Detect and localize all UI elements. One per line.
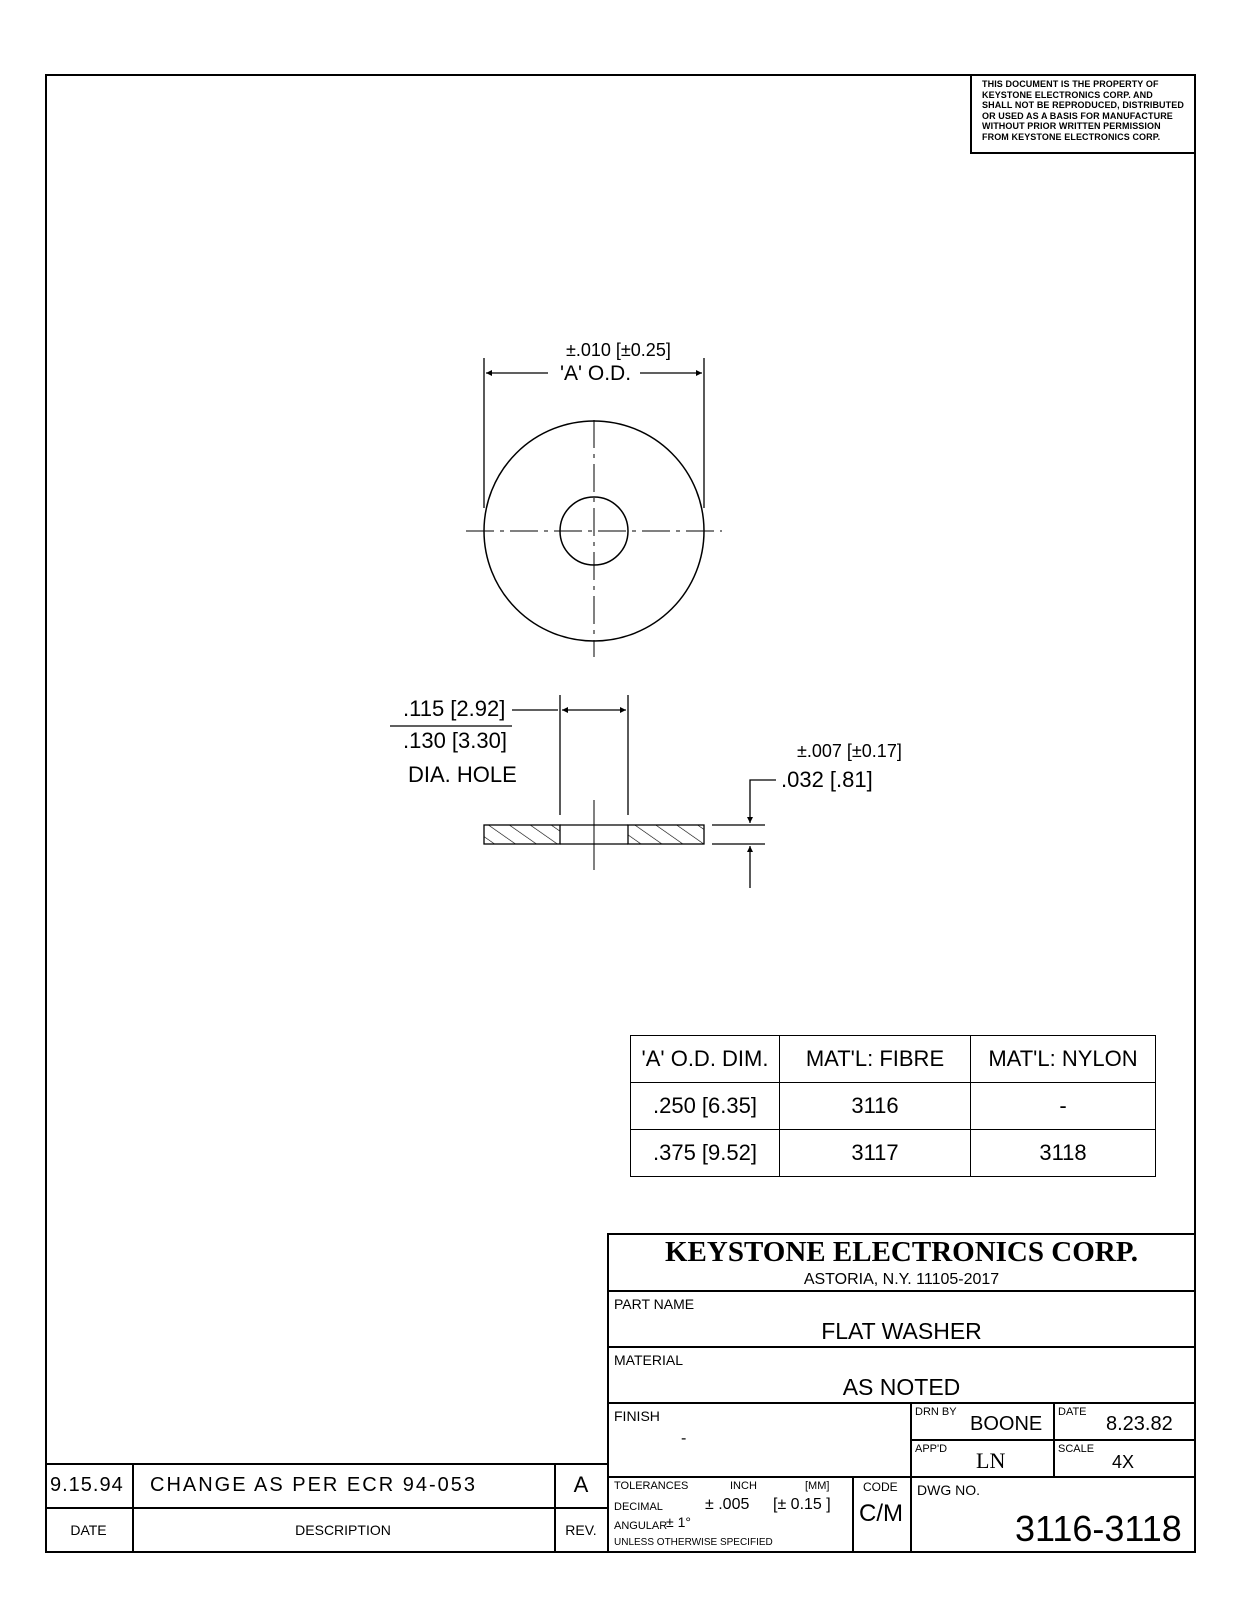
header-od-dim: 'A' O.D. DIM. bbox=[631, 1036, 780, 1083]
revision-rev-label: REV. bbox=[565, 1522, 597, 1538]
drn-by-label: DRN BY bbox=[915, 1406, 957, 1418]
part-name-label: PART NAME bbox=[614, 1296, 695, 1312]
tolerances-label: TOLERANCES bbox=[614, 1480, 689, 1492]
notice-line: THIS DOCUMENT IS THE PROPERTY OF bbox=[982, 79, 1159, 89]
thickness-tolerance-text: ±.007 [±0.17] bbox=[797, 741, 902, 761]
header-fibre: MAT'L: FIBRE bbox=[780, 1036, 971, 1083]
decimal-label: DECIMAL bbox=[614, 1501, 663, 1513]
section-view bbox=[390, 695, 776, 888]
table-cell: 3116 bbox=[780, 1083, 971, 1130]
table-row bbox=[631, 1130, 1156, 1177]
revision-date-label: DATE bbox=[70, 1522, 107, 1538]
scale-value: 4X bbox=[1112, 1452, 1135, 1472]
notice-line: FROM KEYSTONE ELECTRONICS CORP. bbox=[982, 131, 1161, 142]
inch-label: INCH bbox=[730, 1480, 757, 1492]
drn-by-value: BOONE bbox=[970, 1413, 1043, 1435]
section-left-hatch bbox=[484, 825, 560, 844]
tb-divider bbox=[1053, 1402, 1055, 1476]
decimal-mm: [± 0.15 ] bbox=[773, 1496, 831, 1513]
hole-max-text: .130 [3.30] bbox=[403, 728, 507, 753]
od-tolerance-text: ±.010 [±0.25] bbox=[566, 340, 671, 360]
table-cell: - bbox=[971, 1083, 1156, 1130]
appd-value: LN bbox=[976, 1448, 1006, 1473]
table-header-row bbox=[631, 1036, 1156, 1083]
date-label: DATE bbox=[1058, 1406, 1087, 1418]
tb-divider bbox=[910, 1402, 912, 1553]
rev-top-line bbox=[45, 1463, 607, 1465]
rev-mid-line bbox=[45, 1507, 607, 1509]
parts-table bbox=[630, 1035, 1156, 1177]
company-address: ASTORIA, N.Y. 11105-2017 bbox=[803, 1271, 1000, 1288]
mm-label: [MM] bbox=[805, 1480, 830, 1492]
top-view bbox=[466, 358, 722, 657]
tb-divider bbox=[607, 1476, 1196, 1478]
code-label: CODE bbox=[863, 1480, 898, 1494]
tb-divider bbox=[607, 1402, 1196, 1404]
finish-label: FINISH bbox=[614, 1408, 660, 1424]
notice-line: SHALL NOT BE REPRODUCED, DISTRIBUTED bbox=[982, 100, 1184, 110]
material-label: MATERIAL bbox=[614, 1352, 683, 1368]
table-cell: .250 [6.35] bbox=[631, 1083, 780, 1130]
thickness-text: .032 [.81] bbox=[781, 767, 873, 792]
revision-description: CHANGE AS PER ECR 94-053 bbox=[150, 1474, 477, 1496]
code-value: C/M bbox=[859, 1500, 903, 1527]
revision-letter: A bbox=[573, 1472, 589, 1497]
revision-date: 9.15.94 bbox=[50, 1474, 124, 1496]
finish-value: - bbox=[681, 1430, 687, 1447]
thickness-leader bbox=[750, 780, 776, 823]
part-name-value: FLAT WASHER bbox=[821, 1318, 982, 1344]
section-right-hatch bbox=[628, 825, 704, 844]
tb-divider bbox=[607, 1290, 1196, 1292]
table-cell: .375 [9.52] bbox=[631, 1130, 780, 1177]
angular-label: ANGULAR bbox=[614, 1520, 668, 1532]
appd-label: APP'D bbox=[915, 1443, 948, 1455]
table-row bbox=[631, 1083, 1156, 1130]
tb-divider bbox=[607, 1346, 1196, 1348]
company-name: KEYSTONE ELECTRONICS CORP. bbox=[665, 1236, 1138, 1268]
material-value: AS NOTED bbox=[842, 1374, 961, 1400]
date-value: 8.23.82 bbox=[1106, 1413, 1173, 1435]
notice-line: OR USED AS A BASIS FOR MANUFACTURE bbox=[982, 110, 1173, 121]
unless-label: UNLESS OTHERWISE SPECIFIED bbox=[614, 1537, 773, 1548]
angular-value: ± 1° bbox=[666, 1514, 691, 1530]
header-nylon: MAT'L: NYLON bbox=[971, 1036, 1156, 1083]
notice-line: WITHOUT PRIOR WRITTEN PERMISSION bbox=[982, 121, 1161, 131]
table-cell: 3117 bbox=[780, 1130, 971, 1177]
scale-label: SCALE bbox=[1058, 1443, 1095, 1455]
revision-description-label: DESCRIPTION bbox=[295, 1522, 391, 1538]
hole-label-text: DIA. HOLE bbox=[408, 762, 517, 787]
notice-line: KEYSTONE ELECTRONICS CORP. AND bbox=[982, 89, 1153, 100]
rev-divider bbox=[132, 1463, 134, 1553]
dwg-no-value: 3116-3118 bbox=[1015, 1508, 1182, 1549]
od-label-text: 'A' O.D. bbox=[560, 362, 632, 385]
hole-min-text: .115 [2.92] bbox=[403, 696, 506, 721]
dwg-no-label: DWG NO. bbox=[917, 1482, 980, 1498]
table-cell: 3118 bbox=[971, 1130, 1156, 1177]
decimal-inch: ± .005 bbox=[705, 1496, 750, 1513]
